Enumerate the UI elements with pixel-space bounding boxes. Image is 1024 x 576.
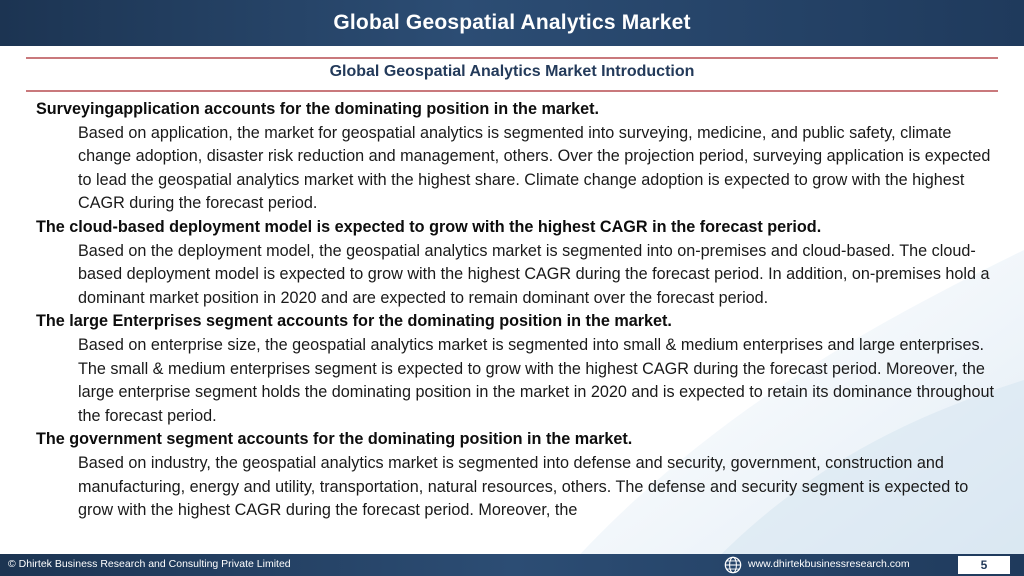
page-number: 5 (980, 558, 988, 572)
globe-icon (724, 556, 742, 574)
footer-copyright: © Dhirtek Business Research and Consulting Private Limited (8, 558, 291, 570)
section-subtitle: Global Geospatial Analytics Market Introduction (329, 63, 695, 80)
section-paragraph: Based on enterprise size, the geospatial analytics market is segmented into small & medium enterprises and large enterprises. The small & medium enterprises segment is expected to grow with the highest CAGR during the forecast period. Moreover, the large enterprise segment holds the dominating position in the market in 2020 and is expected to retain its dominance throughout the forecast period. (78, 335, 995, 425)
section-industry (36, 428, 1002, 522)
page-number-box (958, 556, 1010, 574)
section-heading: The large Enterprises segment accounts for the dominating position in the market. (36, 312, 672, 331)
content-body (36, 98, 1002, 554)
section-enterprise-size (36, 310, 1002, 428)
section-paragraph: Based on industry, the geospatial analytics market is segmented into defense and security, government, construction and manufacturing, energy and utility, transportation, natural resources, others. The defense and security segment is expected to grow with the highest CAGR during the forecast period. Moreover, the (78, 453, 969, 520)
section-deployment (36, 216, 1002, 310)
top-divider (26, 57, 998, 59)
footer-bar (0, 554, 1024, 576)
section-heading: Surveyingapplication accounts for the dominating position in the market. (36, 100, 600, 118)
section-heading: The cloud-based deployment model is expected to grow with the highest CAGR in the forecast period. (36, 217, 822, 236)
section-paragraph: Based on application, the market for geospatial analytics is segmented into surveying, medicine, and public safety, climate change adoption, disaster risk reduction and management, others. Over the projection period, surveying application is expected to lead the geospatial analytics market with the highest share. Climate change adoption is expected to grow with the highest CAGR during the forecast period. (78, 123, 991, 213)
section-heading: The government segment accounts for the dominating position in the market. (36, 430, 633, 449)
header-bar (0, 0, 1024, 46)
page-title: Global Geospatial Analytics Market (333, 11, 691, 34)
footer-website-link[interactable]: www.dhirtekbusinessresearch.com (748, 558, 910, 570)
section-paragraph: Based on the deployment model, the geospatial analytics market is segmented into on-premises and cloud-based. The cloud-based deployment model is expected to grow with the highest CAGR during the forecast period. In addition, on-premises hold a dominant market position in 2020 and are expected to remain dominant over the forecast period. (78, 241, 990, 307)
section-surveying (36, 98, 1002, 216)
bottom-divider (26, 90, 998, 92)
